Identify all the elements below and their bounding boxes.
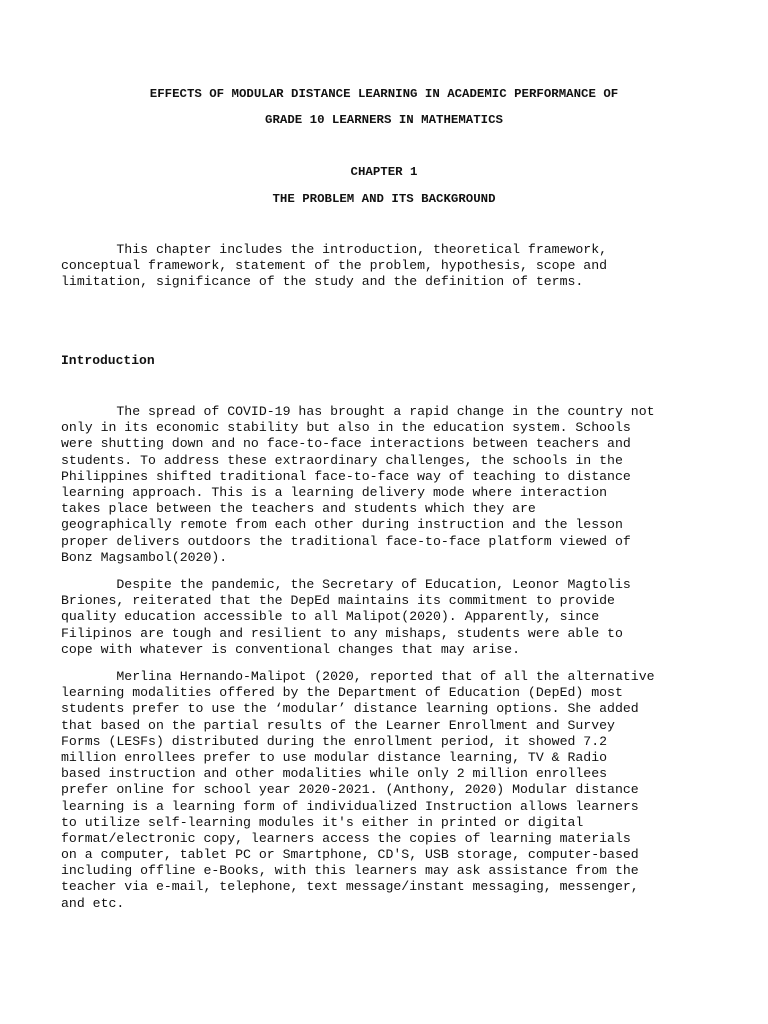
- body-paragraph-1: [61, 404, 701, 566]
- paragraph-line: prefer online for school year 2020-2021. (Anthony, 2020) Modular distance: [61, 782, 639, 798]
- chapter-number: CHAPTER 1: [350, 165, 418, 179]
- paragraph-line: Filipinos are tough and resilient to any mishaps, students were able to: [61, 625, 623, 641]
- paragraph-line: to utilize self-learning modules it's either in printed or digital: [61, 814, 584, 830]
- paragraph-line: The spread of COVID-19 has brought a rapid change in the country not: [61, 404, 655, 419]
- paragraph-line: only in its economic stability but also in the education system. Schools: [61, 420, 631, 436]
- paragraph-line: learning approach. This is a learning delivery mode where interaction: [61, 484, 608, 500]
- paragraph-line: quality education accessible to all Malipot(2020). Apparently, since: [61, 609, 600, 625]
- paragraph-line: Philippines shifted traditional face-to-face way of teaching to distance: [61, 468, 631, 484]
- paragraph-line: Bonz Magsambol(2020).: [61, 549, 228, 565]
- paragraph-line: on a computer, tablet PC or Smartphone, CD'S, USB storage, computer-based: [61, 847, 639, 863]
- paragraph-line: students prefer to use the ‘modular’ distance learning options. She added: [61, 701, 639, 717]
- chapter-title: THE PROBLEM AND ITS BACKGROUND: [272, 192, 496, 206]
- paragraph-line: teacher via e-mail, telephone, text message/instant messaging, messenger,: [61, 879, 639, 895]
- body-paragraph-3: [61, 669, 701, 912]
- paragraph-line: learning is a learning form of individualized Instruction allows learners: [61, 798, 639, 814]
- paragraph-line: takes place between the teachers and students which they are: [61, 501, 536, 517]
- paragraph-line: proper delivers outdoors the traditional face-to-face platform viewed of: [61, 533, 631, 549]
- paragraph-line: format/electronic copy, learners access the copies of learning materials: [61, 830, 631, 846]
- paragraph-line: learning modalities offered by the Department of Education (DepEd) most: [61, 685, 623, 701]
- intro-paragraph-line: This chapter includes the introduction, theoretical framework,: [61, 242, 608, 257]
- document-title-line-1: EFFECTS OF MODULAR DISTANCE LEARNING IN ACADEMIC PERFORMANCE OF: [149, 87, 619, 101]
- paragraph-line: million enrollees prefer to use modular distance learning, TV & Radio: [61, 749, 608, 765]
- paragraph-line: that based on the partial results of the Learner Enrollment and Survey: [61, 717, 615, 733]
- document-title-line-2: GRADE 10 LEARNERS IN MATHEMATICS: [265, 113, 503, 127]
- paragraph-line: Merlina Hernando-Malipot (2020, reported that of all the alternative: [61, 669, 655, 684]
- paragraph-line: and etc.: [61, 895, 125, 911]
- intro-paragraph-line: limitation, significance of the study and the definition of terms.: [61, 274, 584, 290]
- paragraph-line: Briones, reiterated that the DepEd maintains its commitment to provide: [61, 593, 615, 609]
- paragraph-line: were shutting down and no face-to-face interactions between teachers and: [61, 436, 631, 452]
- paragraph-line: Forms (LESFs) distributed during the enrollment period, it showed 7.2: [61, 733, 608, 749]
- section-heading-introduction: Introduction: [61, 353, 155, 368]
- paragraph-line: Despite the pandemic, the Secretary of Education, Leonor Magtolis: [61, 577, 631, 592]
- intro-paragraph: [61, 242, 701, 291]
- body-paragraph-2: [61, 577, 701, 658]
- paragraph-line: including offline e-Books, with this learners may ask assistance from the: [61, 863, 639, 879]
- paragraph-line: students. To address these extraordinary challenges, the schools in the: [61, 452, 623, 468]
- paragraph-line: geographically remote from each other during instruction and the lesson: [61, 517, 623, 533]
- paragraph-line: based instruction and other modalities while only 2 million enrollees: [61, 766, 608, 782]
- intro-paragraph-line: conceptual framework, statement of the problem, hypothesis, scope and: [61, 258, 608, 274]
- paragraph-line: cope with whatever is conventional changes that may arise.: [61, 641, 520, 657]
